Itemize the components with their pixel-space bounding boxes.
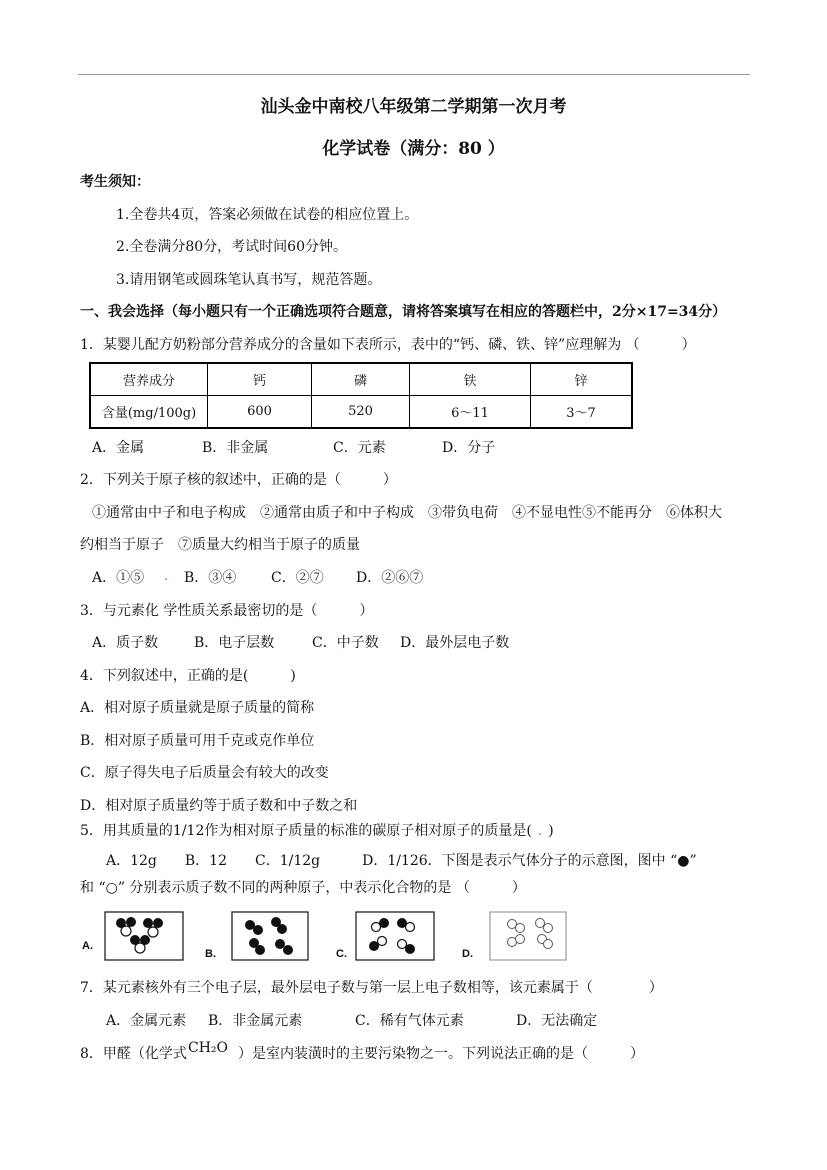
table-header-cell: 钙 — [208, 363, 312, 396]
notice-item-1: 1.全卷共4页，答案必须做在试卷的相应位置上。 — [116, 207, 419, 223]
q4-option-b: B．相对原子质量可用千克或克作单位 — [80, 733, 315, 749]
q2-option-d: D．②⑥⑦ — [356, 570, 424, 586]
table-header-cell: 磷 — [312, 363, 410, 396]
q7-option-a: A．金属元素 — [106, 1013, 187, 1029]
q4-stem: 4．下列叙述中，正确的是( ) — [80, 668, 296, 684]
header-rule — [78, 74, 750, 75]
table-header-cell: 锌 — [531, 363, 633, 396]
section-1-heading: 一、我会选择（每小题只有一个正确选项符合题意，请将答案填写在相应的答题栏中，2分×17=34分） — [80, 304, 727, 320]
table-header-cell: 铁 — [410, 363, 531, 396]
table-header-cell: 营养成分 — [90, 363, 208, 396]
q2-statement-line-2: 约相当于原子 ⑦质量大约相当于原子的质量 — [80, 537, 360, 553]
q7-option-d: D．无法确定 — [516, 1013, 598, 1029]
table-cell: 3～7 — [531, 396, 633, 429]
q2-option-b: B．③④ — [184, 570, 237, 586]
q2-option-a: A．①⑤ — [92, 570, 145, 586]
notice-item-3: 3.请用钢笔或圆珠笔认真书写，规范答题。 — [116, 272, 382, 288]
q4-option-d: D．相对原子质量约等于质子数和中子数之和 — [80, 798, 358, 814]
exam-subtitle: 化学试卷（满分：80 ） — [322, 139, 505, 159]
table-row — [90, 363, 632, 396]
q7-option-c: C．稀有气体元素 — [355, 1013, 464, 1029]
stray-dot: . — [164, 568, 169, 584]
table-cell: 含量(mg/100g) — [90, 396, 208, 429]
exam-title: 汕头金中南校八年级第二学期第一次月考 — [260, 97, 567, 117]
q1-option-c: C．元素 — [333, 440, 386, 456]
q1-option-d: D．分子 — [442, 440, 496, 456]
diagram-b — [232, 912, 308, 960]
diagram-label-a: A. — [82, 940, 93, 952]
notice-item-2: 2.全卷满分80分，考试时间60分钟。 — [116, 239, 347, 255]
q8-stem-end: ）是室内装潢时的主要污染物之一。下列说法正确的是（ ） — [238, 1046, 644, 1062]
q1-option-a: A．金属 — [92, 440, 145, 456]
q2-statement-line-1: ①通常由中子和电子构成 ②通常由质子和中子构成 ③带负电荷 ④不显电性⑤不能再分 ⑥体积大 — [92, 505, 722, 521]
q3-option-c: C．中子数 — [312, 635, 379, 651]
q2-stem: 2．下列关于原子核的叙述中，正确的是（ ） — [80, 472, 397, 488]
formaldehyde-formula: CH₂O — [188, 1040, 229, 1056]
q4-option-c: C．原子得失电子后质量会有较大的改变 — [80, 765, 329, 781]
table-cell: 6～11 — [410, 396, 531, 429]
q1-option-b: B．非金属 — [202, 440, 269, 456]
q7-option-b: B．非金属元素 — [208, 1013, 303, 1029]
q5-options-q6-stem: A．12g B．12 C．1/12g D．1/126．下图是表示气体分子的示意图，图中 “●” — [106, 853, 697, 869]
nutrition-table — [89, 362, 633, 429]
diagram-label-b: B. — [205, 948, 216, 960]
q7-stem: 7．某元素核外有三个电子层，最外层电子数与第一层上电子数相等，该元素属于（ ） — [80, 980, 663, 996]
q4-option-a: A．相对原子质量就是原子质量的简称 — [80, 700, 315, 716]
q3-stem: 3．与元素化 学性质关系最密切的是（ ） — [80, 603, 374, 619]
diagram-a — [105, 912, 183, 960]
diagram-label-c: C. — [336, 948, 347, 960]
diagram-c — [356, 912, 434, 960]
q5-stem — [80, 821, 554, 841]
notice-heading: 考生须知： — [80, 174, 150, 190]
diagram-label-d: D. — [462, 948, 473, 960]
q5-stem-text: 5．用其质量的1/12作为相对原子质量的标准的碳原子相对原子的质量是( — [80, 823, 532, 839]
q8-stem-start: 8．甲醛（化学式 — [80, 1046, 187, 1062]
q1-stem: 1．某婴儿配方奶粉部分营养成分的含量如下表所示，表中的“钙、磷、铁、锌”应理解为 （ ） — [80, 337, 696, 353]
q6-stem-line-2: 和 “○” 分别表示质子数不同的两种原子，中表示化合物的是 （ ） — [80, 880, 526, 896]
diagram-d — [490, 912, 566, 960]
molecule-diagrams — [80, 910, 760, 968]
q3-option-d: D．最外层电子数 — [400, 635, 510, 651]
q3-option-a: A．质子数 — [92, 635, 159, 651]
table-cell: 520 — [312, 396, 410, 429]
table-row — [90, 396, 632, 429]
stray-dot: . — [537, 823, 543, 839]
q3-option-b: B．电子层数 — [194, 635, 275, 651]
table-cell: 600 — [208, 396, 312, 429]
q2-option-c: C．②⑦ — [271, 570, 324, 586]
q5-stem-end: ) — [548, 823, 554, 839]
